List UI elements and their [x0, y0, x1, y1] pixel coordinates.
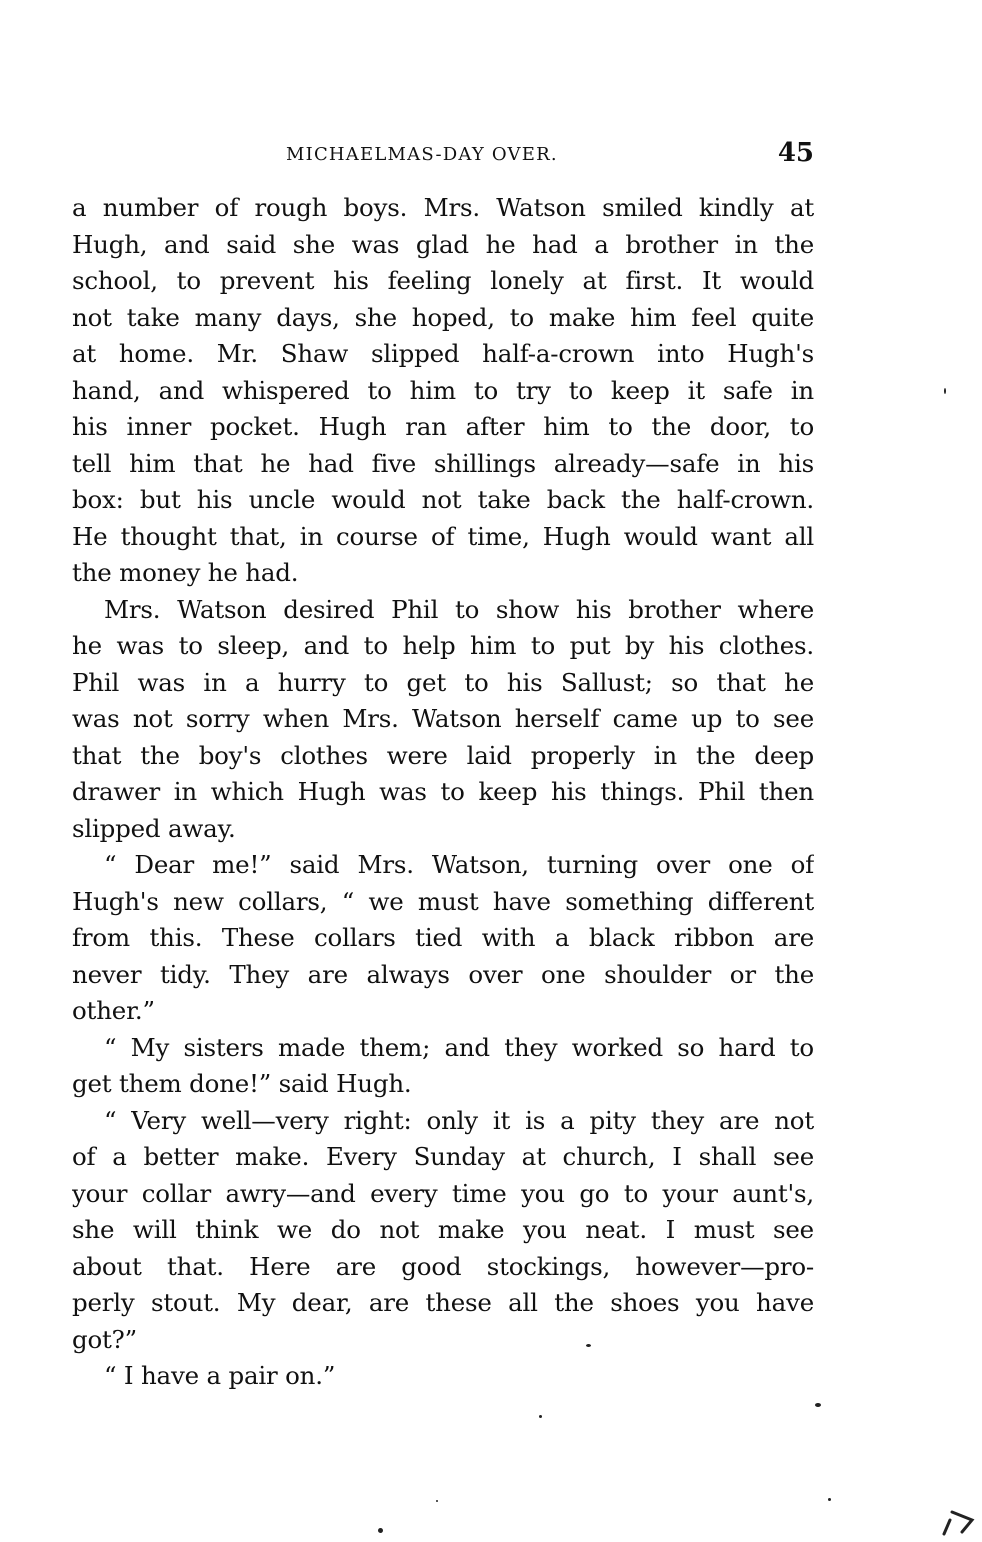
- text-line: got?”: [72, 1324, 137, 1354]
- scan-speck: [586, 1344, 591, 1347]
- text-line: get them done!” said Hugh.: [72, 1069, 412, 1098]
- text-line: not take many days, she hoped, to make him feel quite: [72, 302, 814, 332]
- text-line: your collar awry—and every time you go to your aunt's,: [72, 1178, 814, 1208]
- text-line: that the boy's clothes were laid properly in the deep: [72, 740, 814, 770]
- text-line: other.”: [72, 996, 155, 1025]
- page-header: [72, 138, 814, 172]
- text-line: his inner pocket. Hugh ran after him to the door, to: [72, 412, 814, 441]
- text-line: she will think we do not make you neat. I must see: [72, 1215, 814, 1244]
- text-line: slipped away.: [72, 813, 236, 843]
- text-line: Hugh's new collars, “ we must have something different: [72, 886, 814, 916]
- text-line: at home. Mr. Shaw slipped half-a-crown into Hugh's: [72, 339, 814, 368]
- text-line: Hugh, and said she was glad he had a brother in the: [72, 229, 814, 259]
- text-line: perly stout. My dear, are these all the shoes you have: [72, 1288, 814, 1317]
- text-line: he was to sleep, and to help him to put by his clothes.: [72, 631, 814, 660]
- text-line: about that. Here are good stockings, however—pro-: [72, 1251, 814, 1281]
- text-line: a number of rough boys. Mrs. Watson smiled kindly at: [72, 193, 814, 222]
- text-line: hand, and whispered to him to try to keep it safe in: [72, 375, 814, 405]
- text-line: was not sorry when Mrs. Watson herself came up to see: [72, 704, 814, 733]
- text-line: “ My sisters made them; and they worked so hard to: [104, 1032, 814, 1062]
- text-line: never tidy. They are always over one shoulder or the: [72, 959, 814, 989]
- text-line: “ I have a pair on.”: [104, 1361, 336, 1390]
- text-line: of a better make. Every Sunday at church, I shall see: [72, 1142, 814, 1171]
- scan-speck: [436, 1500, 438, 1502]
- body-text: [72, 190, 814, 1395]
- scan-speck: [815, 1403, 821, 1407]
- text-line: He thought that, in course of time, Hugh would want all: [72, 521, 814, 551]
- text-line: Phil was in a hurry to get to his Sallust; so that he: [72, 667, 814, 697]
- text-line: Mrs. Watson desired Phil to show his brother where: [104, 594, 814, 624]
- scan-speck: [944, 388, 946, 394]
- text-line: from this. These collars tied with a black ribbon are: [72, 923, 814, 952]
- text-line: drawer in which Hugh was to keep his things. Phil then: [72, 777, 814, 806]
- corner-scan-mark: [938, 1498, 978, 1538]
- text-line: “ Very well—very right: only it is a pity they are not: [104, 1105, 814, 1135]
- text-line: “ Dear me!” said Mrs. Watson, turning over one of: [104, 850, 814, 879]
- text-line: tell him that he had five shillings already—safe in his: [72, 448, 814, 478]
- page-number: 45: [777, 138, 814, 168]
- text-line: school, to prevent his feeling lonely at first. It would: [72, 266, 814, 295]
- text-line: the money he had.: [72, 558, 299, 587]
- scan-speck: [378, 1528, 383, 1533]
- text-line: box: but his uncle would not take back the half-crown.: [72, 485, 814, 514]
- scan-speck: [539, 1415, 542, 1418]
- scan-speck: [828, 1498, 831, 1501]
- running-head: MICHAELMAS-DAY OVER.: [286, 144, 558, 165]
